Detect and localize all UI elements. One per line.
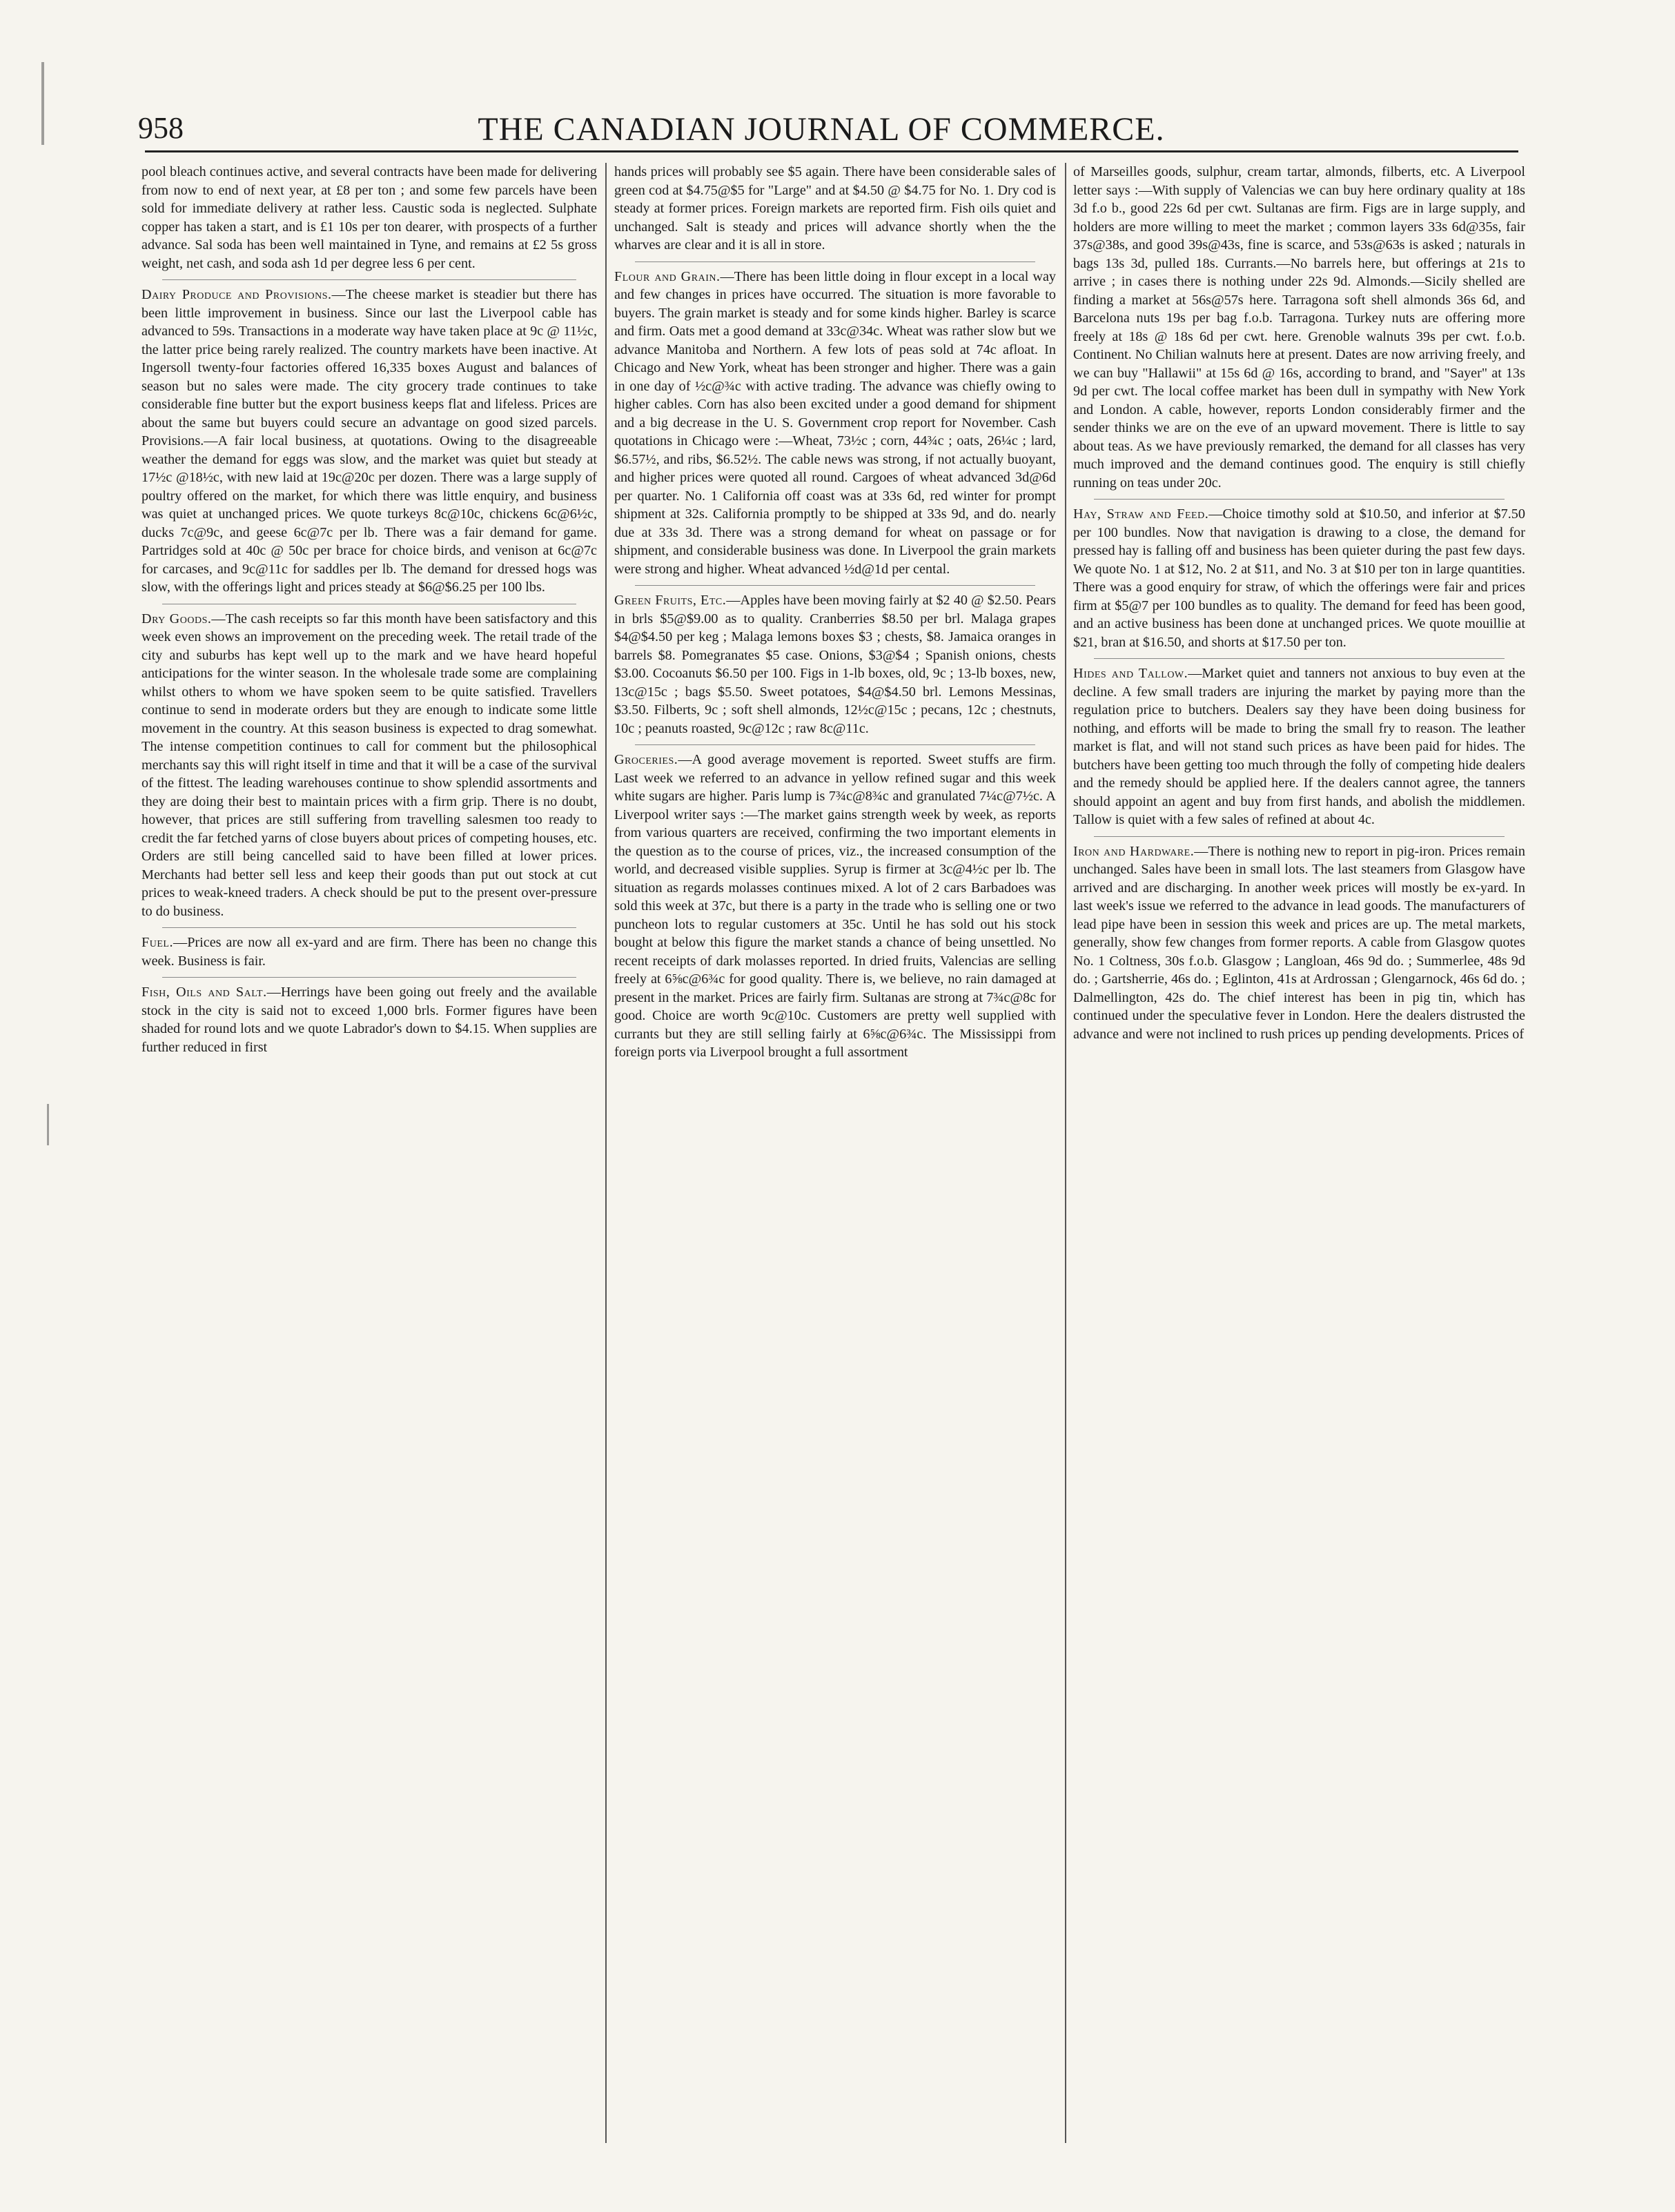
article-heading: Green Fruits, Etc. [614,593,727,608]
article-text: —There is nothing new to report in pig-iron. Prices remain unchanged. Sales have been in small lots. The last steamers from Glasgow have arrived and are discharging. In another week prices will mostly be ex-yard. In last week's issue we referred to the advance in lead goods. The manufacturers of lead pipe have been in session this week and prices are up. The metal markets, generally, show few changes from former reports. A cable from Glasgow quotes No. 1 Coltness, 30s f.o.b. Glasgow ; Langloan, 46s 9d do. ; Summerlee, 48s 9d do. ; Gartsherrie, 46s do. ; Eglinton, 41s at Ardrossan ; Glengarnock, 46s 6d do. ; Dalmellington, 42s do. The chief interest has been in pig tin, which has continued under the speculative fever in London. Here the dealers distrusted the advance and were not inclined to rush prices up pending developments. Prices of [1073,843,1525,1042]
header-rule [145,150,1518,152]
article-text: pool bleach continues active, and several contracts have been made for delivering from now to end of next year, at £8 per ton ; and some few parcels have been sold for immediate delivery at rather less. Caustic soda is neglected. Sulphate copper has taken a start, and is £1 10s per ton dearer, with prospects of a further advance. Sal soda has been well maintained in Tyne, and remains at £2 5s gross weight, net cash, and soda ash 1d per degree less 6 per cent. [141,164,597,271]
article-dairy-produce [141,286,597,597]
article-text: —Herrings have been going out freely and the available stock in the city is said not to exceed 1,000 brls. Former figures have been shaded for round lots and we quote Labrador's down to $4.15. When supplies are further reduced in first [141,985,597,1055]
article-text: —The cash receipts so far this month have been satisfactory and this week even shows an improvement on the preceding week. The retail trade of the city and suburbs has kept well up to the mark and we have heard hopeful anticipations for the winter season. In the wholesale trade some are complaining whilst others to whom we have spoken seem to be quite satisfied. Travellers continue to send in moderate orders but they are enough to indicate some little movement in the country. At this season business is expected to drag somewhat. The intense competition continues to call for comment but the philosophical merchants say this will right itself in time and that it will be a case of the survival of the fittest. The leading warehouses continue to show splendid assortments and they are doing their best to maintain prices with a firm grip. There is no doubt, however, that prices are still suffering from travelling salesmen too ready to credit the far fetched yarns of close buyers about prices of competing houses, etc. Orders are still being cancelled said to have been filled at lower prices. Merchants had better sell less and keep their goods than put out stock at cut prices to weak-kneed traders. A check should be put to the present over-pressure to do business. [141,611,597,919]
column-divider [605,163,607,2143]
article-iron-hardware [1073,842,1525,1044]
article-fuel [141,934,597,970]
section-divider [635,585,1035,586]
page-header [124,110,1518,166]
article-text: —There has been little doing in flour except in a local way and few changes in prices have occurred. The situation is more favorable to buyers. The grain market is steady and for some kinds higher. Barley is scarce and firm. Oats met a good demand at 33c@34c. Wheat was rather slow but we advance Manitoba and Northern. A few lots of peas sold at 74c afloat. In Chicago and New York, wheat has been stronger and higher. There was a gain in one day of ½c@¾c with active trading. The advance was chiefly owing to higher cables. Corn has also been excited under a good demand for shipment and a big decrease in the U. S. Government crop report for November. Cash quotations in Chicago were :—Wheat, 73½c ; corn, 44¾c ; oats, 26¼c ; lard, $6.57½, and ribs, $6.52½. The cable news was strong, if not actually buoyant, and higher prices were quoted all round. Cargoes of wheat advanced 3d@6d per quarter. No. 1 California off coast was at 33s 6d, red winter for prompt shipment at 32s. California promptly to be shipped at 33s 9d, and do. nearly due at 33s 3d. There was a strong demand for wheat on passage or for shipment, and considerable business was done. In Liverpool the grain markets were strong and higher. Wheat advanced ½d@1d per cental. [614,268,1056,577]
article-heading: Iron and Hardware. [1073,843,1195,859]
scan-artifact [47,1104,49,1145]
journal-title: THE CANADIAN JOURNAL OF COMMERCE. [478,111,1165,148]
article-chemicals-continued [141,163,597,273]
article-heading: Hides and Tallow. [1073,666,1188,681]
article-text: —The cheese market is steadier but there has been little improvement in business. Since our last the Liverpool cable has advanced to 59s. Transactions in a moderate way have taken place at 9c @ 11½c, the latter price being rarely realized. The country markets have been inactive. At Ingersoll twenty-four factories offered 16,335 boxes August and balances of season but no sales were made. The city grocery trade continues to take considerable fine butter but the export business keeps flat and lifeless. Prices are about the same but buyers could secure an advantage on good sized parcels. Provisions.—A fair local business, at quotations. Owing to the disagreeable weather the demand for eggs was slow, and the market was quiet but steady at 17½c @18½c, with new laid at 19c@20c per dozen. There was a large supply of poultry offered on the market, for which there was little enquiry, and business was quiet at unchanged prices. We quote turkeys 8c@10c, chickens 6c@6½c, ducks 7c@9c, and geese 6c@7c per lb. There was a fair demand for game. Partridges sold at 40c @ 50c per brace for choice birds, and venison at 6c@7c for carcases, and 9c@11c for saddles per lb. The demand for dressed hogs was slow, with the offerings light and prices steady at $6@$6.25 per 100 lbs. [141,287,597,595]
article-hay-straw-feed [1073,505,1525,651]
section-divider [162,927,576,928]
column-2 [614,163,1056,2136]
section-divider [1094,836,1505,837]
page-number: 958 [138,111,184,145]
section-divider [1094,499,1505,500]
column-1 [141,163,597,2136]
article-heading: Flour and Grain. [614,268,721,284]
article-groceries [614,751,1056,1062]
article-text: of Marseilles goods, sulphur, cream tartar, almonds, filberts, etc. A Liverpool letter says :—With supply of Valencias we can buy here ordinary quality at 18s 3d f.o b., good 22s 6d per cwt. Sultanas are firm. Figs are in large supply, and holders are more willing to meet the market ; common layers 33s 6d@35s, fair 37s@38s, and good 39s@43s, fine is scarce, and 53s@63s is asked ; naturals in bags 13s 3d, pulled 18s. Currants.—No barrels here, but offerings at 21s to arrive ; in cases there is nothing under 22s 9d. Almonds.—Sicily shelled are finding a market at 56s@57s here. Tarragona soft shell almonds 36s 6d, and Barcelona nuts 19s per bag f.o.b. Tarragona. Turkey nuts are offering more freely at 18s @ 18s 6d per cwt. here. Grenoble walnuts 39s per cwt. f.o.b. Continent. No Chilian walnuts here at present. Dates are now arriving freely, and we can buy "Hallawii" at 15s 6d @ 16s, according to brand, and "Sayer" at 13s 9d per cwt. The local coffee market has been dull in sympathy with New York and London. A cable, however, reports London considerably firmer and the sender thinks we are on the eve of an upward movement. There is little to say about teas. As we have previously remarked, the demand for all classes has very much improved and the demand continues good. The enquiry is still chiefly running on teas under 20c. [1073,164,1525,491]
article-dry-goods [141,610,597,921]
article-text: hands prices will probably see $5 again. There have been considerable sales of green cod at $4.75@$5 for "Large" and at $4.50 @ $4.75 for No. 1. Dry cod is steady at former prices. Foreign markets are reported firm. Fish oils quiet and unchanged. Salt is steady and prices will advance shortly when the the wharves are clear and it is all in store. [614,164,1056,253]
article-hides-tallow [1073,664,1525,829]
section-divider [162,279,576,280]
article-text: —Prices are now all ex-yard and are firm. There has been no change this week. Business is fair. [141,935,597,969]
article-green-fruits [614,591,1056,738]
article-heading: Groceries. [614,752,678,767]
article-groceries-continued [1073,163,1525,492]
article-text: —Apples have been moving fairly at $2 40 @ $2.50. Pears in brls $5@$9.00 as to quality. Cranberries $8.50 per brl. Malaga grapes $4@$4.50 per keg ; Malaga lemons boxes $3 ; chests, $8. Jamaica oranges in barrels $8. Pomegranates $5 case. Onions, $3@$4 ; Spanish onions, chests $3.00. Cocoanuts $6.50 per 100. Figs in 1-lb boxes, old, 9c ; 13-lb boxes, new, 13c@15c ; bags $5.50. Sweet potatoes, $4@$4.50 brl. Lemons Messinas, $3.50. Filberts, 9c ; soft shell almonds, 12½c@15c ; pecans, 12c ; chestnuts, 10c ; peanuts roasted, 9c@12c ; raw 8c@11c. [614,593,1056,736]
article-text: —Market quiet and tanners not anxious to buy even at the decline. A few small traders are injuring the market by paying more than the regulation price to butchers. Dealers say they have been doing business for nothing, and efforts will be made to bring the small fry to reason. The leather market is flat, and will not stand such prices as have been paid for hides. The butchers have been getting too much through the folly of competing hide dealers and the remedy should be applied here. If the dealers cannot agree, the tanners should appoint an agent and buy from first hands, and abolish the middlemen. Tallow is quiet with a few sales of refined at about 4c. [1073,666,1525,827]
article-heading: Hay, Straw and Feed. [1073,506,1209,522]
article-flour-grain [614,268,1056,579]
article-heading: Fuel. [141,935,173,950]
section-divider [162,977,576,978]
article-text: —Choice timothy sold at $10.50, and inferior at $7.50 per 100 bundles. Now that navigation is drawing to a close, the demand for pressed hay is falling off and business has been quieter during the past few days. We quote No. 1 at $12, No. 2 at $11, and No. 3 at $10 per ton in large quantities. There was a good enquiry for straw, of which the offerings were fair and prices firm at $5@7 per 100 bundles as to quality. The demand for feed has been good, and an active business has been done at unchanged prices. We quote mouillie at $21, bran at $16.50, and shorts at $17.50 per ton. [1073,506,1525,650]
scan-artifact [41,62,44,145]
article-heading: Dairy Produce and Provisions. [141,287,332,302]
section-divider [1094,658,1505,659]
column-divider [1065,163,1066,2143]
column-3 [1073,163,1525,2136]
article-heading: Dry Goods. [141,611,212,626]
section-divider [635,261,1035,262]
article-heading: Fish, Oils and Salt. [141,985,267,1000]
article-text: —A good average movement is reported. Sweet stuffs are firm. Last week we referred to an advance in yellow refined sugar and this week white sugars are higher. Paris lump is 7¾c@8¾c and granulated 7¼c@7½c. A Liverpool writer says :—The market gains strength week by week, as reports from various quarters are received, confirming the two important elements in the question as to the course of prices, viz., the increased consumption of the world, and decreased visible supplies. Syrup is firmer at 3c@4½c per lb. The situation as regards molasses continues mixed. A lot of 2 cars Barbadoes was sold this week at 37c, but there is a party in the trade who is selling one or two puncheon lots to regular customers at 35c. Until he has sold out his stock bought at below this figure the market stands a chance of being unsettled. No recent receipts of dark molasses reported. In dried fruits, Valencias are selling freely at 6⅝c@6¾c for good quality. There is, we believe, no rain damaged at present in the market. Prices are fairly firm. Sultanas are strong at 7¾c@8c for good. Choice are worth 9c@10c. Customers are pretty well supplied with currants but they are still selling fairly at 6⅝c@6¾c. The Mississippi from foreign ports via Liverpool brought a full assortment [614,752,1056,1060]
section-divider [635,744,1035,745]
article-fish-oils-salt [141,983,597,1056]
article-fish-continued [614,163,1056,255]
